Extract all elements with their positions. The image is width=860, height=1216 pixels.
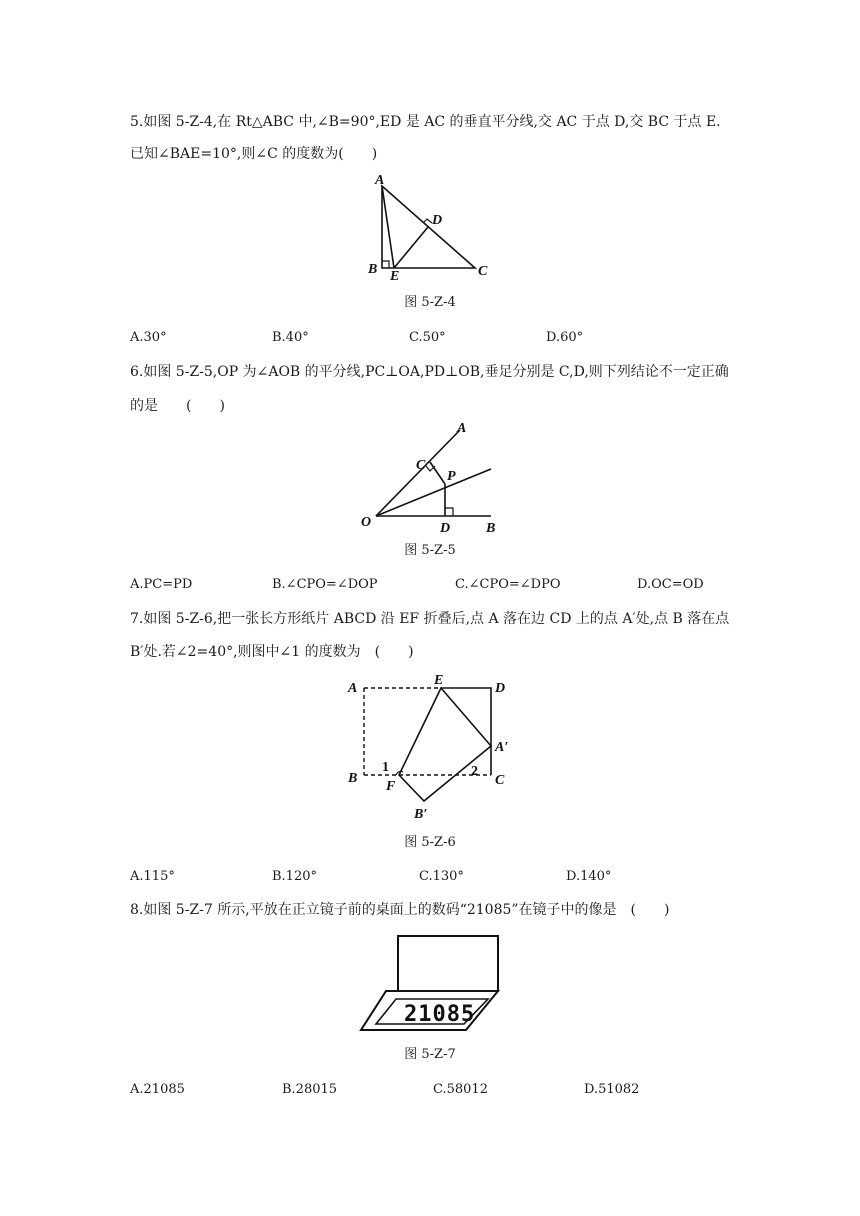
label-f: F [386, 779, 396, 794]
triangle-abc [382, 186, 475, 268]
q6-option-c[interactable]: C.∠CPO=∠DPO [455, 577, 561, 592]
q8-option-c[interactable]: C.58012 [433, 1082, 488, 1097]
q6-stem-line2: 的是 ( ) [130, 398, 225, 414]
label-a: A [375, 173, 385, 188]
caption-5-z-7: 图 5-Z-7 [404, 1047, 456, 1062]
q7-option-d[interactable]: D.140° [566, 869, 612, 884]
q5-stem-line2: 已知∠BAE=10°,则∠C 的度数为( ) [130, 146, 378, 162]
q6-option-b[interactable]: B.∠CPO=∠DOP [272, 577, 378, 592]
figure-5-z-5 [356, 416, 516, 538]
folded-quadrilateral [399, 688, 491, 801]
label-d: D [440, 521, 451, 536]
caption-5-z-6: 图 5-Z-6 [404, 835, 456, 850]
segment-pc [430, 462, 445, 484]
figure-5-z-4 [360, 168, 510, 288]
q7-stem-line2: B′处.若∠2=40°,则图中∠1 的度数为 ( ) [130, 644, 414, 660]
label-c: C [495, 773, 505, 788]
digital-number: 21085 [404, 1002, 476, 1027]
right-angle-mark-d [445, 508, 453, 516]
caption-5-z-4: 图 5-Z-4 [404, 295, 456, 310]
q7-option-a[interactable]: A.115° [130, 869, 175, 884]
q7-option-c[interactable]: C.130° [419, 869, 464, 884]
q7-stem-line1: 7.如图 5-Z-6,把一张长方形纸片 ABCD 沿 EF 折叠后,点 A 落在边 CD 上的点 A′处,点 B 落在点 [130, 611, 730, 627]
label-e: E [434, 673, 444, 688]
q8-option-b[interactable]: B.28015 [282, 1082, 338, 1097]
right-angle-mark-b [382, 261, 389, 268]
label-b: B [486, 521, 496, 536]
label-b: B [348, 771, 358, 786]
mirror [398, 936, 498, 991]
label-b: B [368, 262, 378, 277]
label-d: D [495, 681, 506, 696]
label-e: E [390, 269, 400, 284]
label-a: A [348, 681, 358, 696]
q5-option-a[interactable]: A.30° [130, 330, 167, 345]
rectangle-edge-ed-dc [441, 688, 491, 775]
figure-5-z-6 [344, 668, 524, 828]
segment-ed [394, 227, 428, 268]
q6-stem-line1: 6.如图 5-Z-5,OP 为∠AOB 的平分线,PC⊥OA,PD⊥OB,垂足分别是 C,D,则下列结论不一定正确 [130, 364, 729, 380]
label-angle-1: 1 [382, 760, 389, 775]
label-o: O [361, 515, 372, 530]
q5-option-d[interactable]: D.60° [546, 330, 584, 345]
figure-5-z-7 [356, 930, 506, 1040]
q6-option-d[interactable]: D.OC=OD [637, 577, 704, 592]
label-p: P [447, 469, 456, 484]
q7-option-b[interactable]: B.120° [272, 869, 317, 884]
label-a: A [457, 421, 467, 436]
q6-option-a[interactable]: A.PC=PD [130, 577, 193, 592]
right-angle-mark-d [423, 219, 432, 223]
caption-5-z-5: 图 5-Z-5 [404, 543, 456, 558]
label-b-prime: B′ [414, 807, 428, 822]
label-a-prime: A′ [495, 740, 509, 755]
q8-stem-line1: 8.如图 5-Z-7 所示,平放在正立镜子前的桌面上的数码“21085”在镜子中的像是 ( ) [130, 902, 670, 918]
segment-ae [382, 186, 394, 268]
label-angle-2: 2 [471, 764, 478, 779]
label-d: D [432, 213, 443, 228]
label-c: C [416, 458, 426, 473]
q5-option-c[interactable]: C.50° [409, 330, 446, 345]
label-c: C [478, 264, 488, 279]
q5-stem-line1: 5.如图 5-Z-4,在 Rt△ABC 中,∠B=90°,ED 是 AC 的垂直平分线,交 AC 于点 D,交 BC 于点 E. [130, 114, 721, 130]
ray-op [376, 469, 491, 516]
q8-option-d[interactable]: D.51082 [584, 1082, 640, 1097]
q5-option-b[interactable]: B.40° [272, 330, 309, 345]
q8-option-a[interactable]: A.21085 [130, 1082, 185, 1097]
